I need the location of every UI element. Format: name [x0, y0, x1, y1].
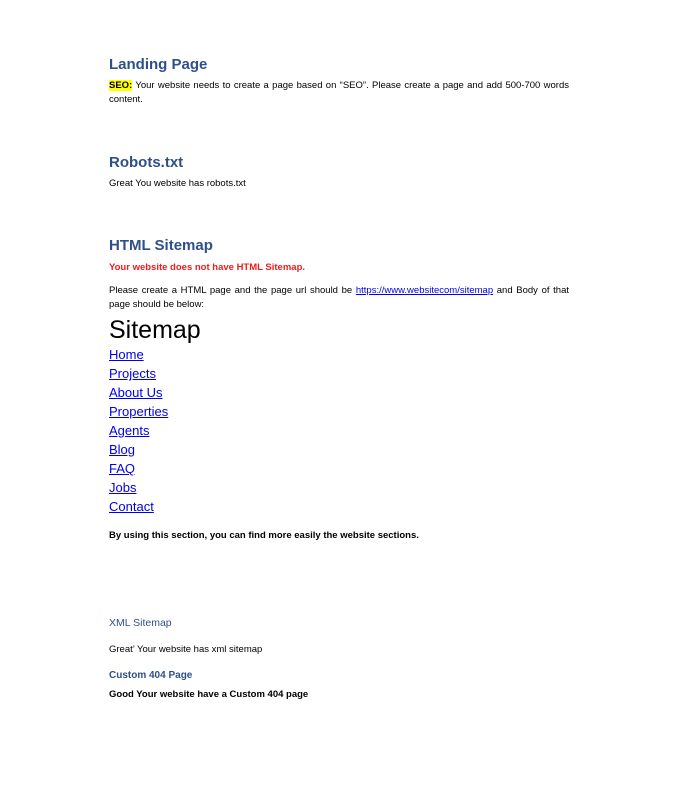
sitemap-link-jobs[interactable]: Jobs — [109, 480, 137, 495]
sitemap-link-faq[interactable]: FAQ — [109, 461, 136, 476]
sitemap-title: Sitemap — [109, 316, 201, 344]
sitemap-link-blog[interactable]: Blog — [109, 442, 136, 457]
xml-sitemap-text: Great’ Your website has xml sitemap — [109, 644, 263, 655]
html-sitemap-warning: Your website does not have HTML Sitemap. — [109, 262, 306, 273]
sitemap-link-projects[interactable]: Projects — [109, 366, 156, 381]
sitemap-link-contact[interactable]: Contact — [109, 499, 154, 514]
landing-page-heading: Landing Page — [109, 56, 208, 73]
robots-heading: Robots.txt — [109, 154, 184, 171]
instruction-post: and Body of that page should be below: — [109, 285, 569, 310]
instruction-pre: Please create a HTML page and the page url should be — [109, 285, 356, 296]
sitemap-url-link[interactable]: https://www.websitecom/sitemap — [355, 285, 494, 296]
sitemap-link-agents[interactable]: Agents — [109, 423, 150, 438]
seo-label: SEO: — [109, 80, 133, 91]
custom-404-heading: Custom 404 Page — [109, 670, 193, 681]
custom-404-text: Good Your website have a Custom 404 page — [109, 689, 309, 700]
html-sitemap-heading: HTML Sitemap — [109, 237, 213, 254]
xml-sitemap-heading: XML Sitemap — [109, 617, 172, 629]
sitemap-link-list — [109, 345, 168, 516]
seo-text: Your website needs to create a page based on “SEO”. Please create a page and add 500-700 words content. — [109, 80, 569, 105]
robots-text: Great You website has robots.txt — [109, 178, 246, 189]
sitemap-link-properties[interactable]: Properties — [109, 404, 169, 419]
sitemap-note: By using this section, you can find more easily the website sections. — [109, 530, 419, 541]
sitemap-link-about-us[interactable]: About Us — [109, 385, 163, 400]
landing-page-paragraph — [109, 79, 569, 107]
html-sitemap-instruction — [109, 284, 569, 312]
sitemap-link-home[interactable]: Home — [109, 347, 144, 362]
